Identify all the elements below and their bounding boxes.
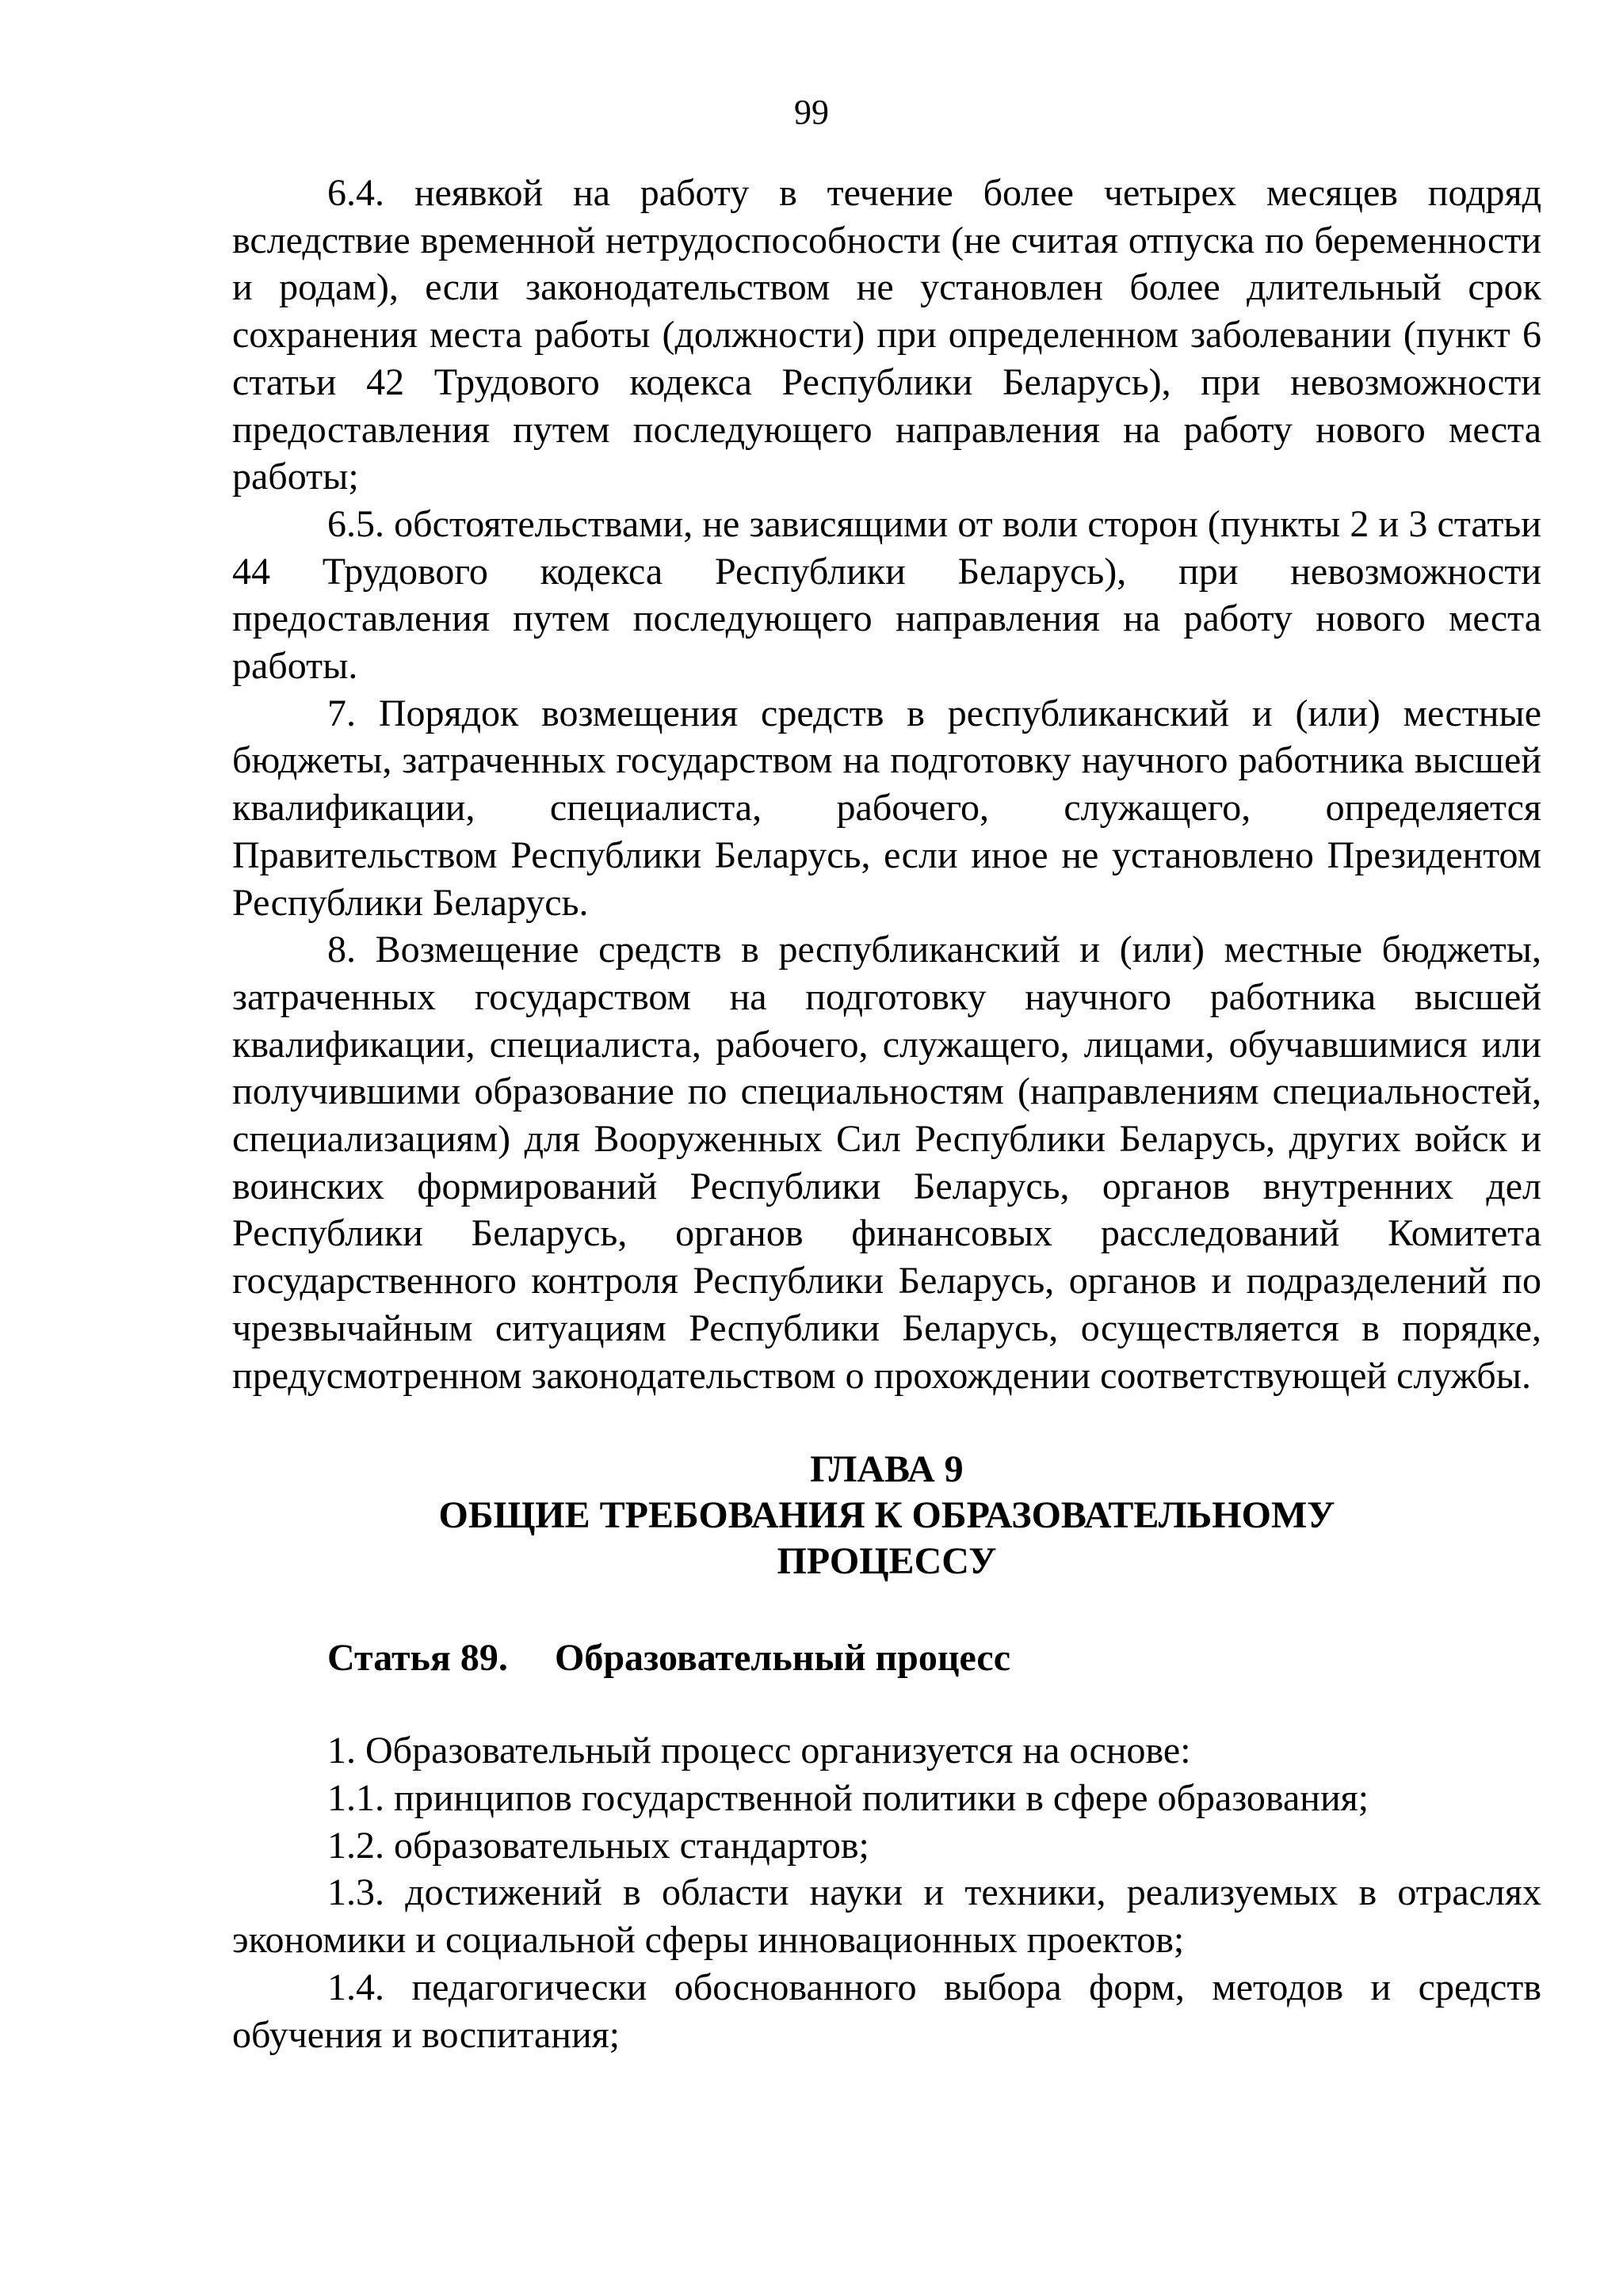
page-number: 99 [794,93,829,132]
paragraph-6-4: 6.4. неявкой на работу в течение более четырех месяцев подряд вследствие временной нетрудоспособности (не считая отпуска по беременности и родам), если законодательством не установлен более длительный срок сохранения места работы (должности) при определенном заболевании (пункт 6 статьи 42 Трудового кодекса Республики Беларусь), при невозможности предоставления путем последующего направления на работу нового места работы; [232,172,1541,498]
paragraph-1-2: 1.2. образовательных стандартов; [327,1824,869,1867]
article-heading [232,1635,1541,1681]
paragraph-1-4: 1.4. педагогически обоснованного выбора форм, методов и средств обучения и воспитания; [232,1966,1541,2056]
chapter-title-line-2: ПРОЦЕССУ [777,1540,997,1583]
paragraph-1: 1. Образовательный процесс организуется на основе: [327,1730,1191,1772]
paragraph-1-3: 1.3. достижений в области науки и техники, реализуемых в отраслях экономики и социальной сферы инновационных проектов; [232,1871,1541,1962]
article-number: Статья 89. [327,1637,508,1680]
article-title: Образовательный процесс [555,1637,1011,1680]
paragraph-7: 7. Порядок возмещения средств в республиканский и (или) местные бюджеты, затраченных государством на подготовку научного работника высшей квалификации, специалиста, рабочего, служащего, определяется Правительством Республики Беларусь, если иное не установлено Президентом Республики Беларусь. [232,692,1541,924]
chapter-heading [232,1447,1541,1585]
chapter-number: ГЛАВА 9 [810,1448,964,1491]
document-body [232,170,1541,2058]
chapter-title-line-1: ОБЩИЕ ТРЕБОВАНИЯ К ОБРАЗОВАТЕЛЬНОМУ [438,1494,1335,1537]
paragraph-6-5: 6.5. обстоятельствами, не зависящими от воли сторон (пункты 2 и 3 статьи 44 Трудового кодекса Республики Беларусь), при невозможности предоставления путем последующего направления на работу нового места работы. [232,502,1541,688]
paragraph-1-1: 1.1. принципов государственной политики в сфере образования; [327,1776,1369,1819]
paragraph-8: 8. Возмещение средств в республиканский и (или) местные бюджеты, затраченных государством на подготовку научного работника высшей квалификации, специалиста, рабочего, служащего, лицами, обучавшимися или получившими образование по специальностям (направлениям специальностей, специализациям) для Вооруженных Сил Республики Беларусь, других войск и воинских формирований Республики Беларусь, органов внутренних дел Республики Беларусь, органов финансовых расследований Комитета государственного контроля Республики Беларусь, органов и подразделений по чрезвычайным ситуациям Республики Беларусь, осуществляется в порядке, предусмотренном законодательством о прохождении соответствующей службы. [232,929,1541,1397]
